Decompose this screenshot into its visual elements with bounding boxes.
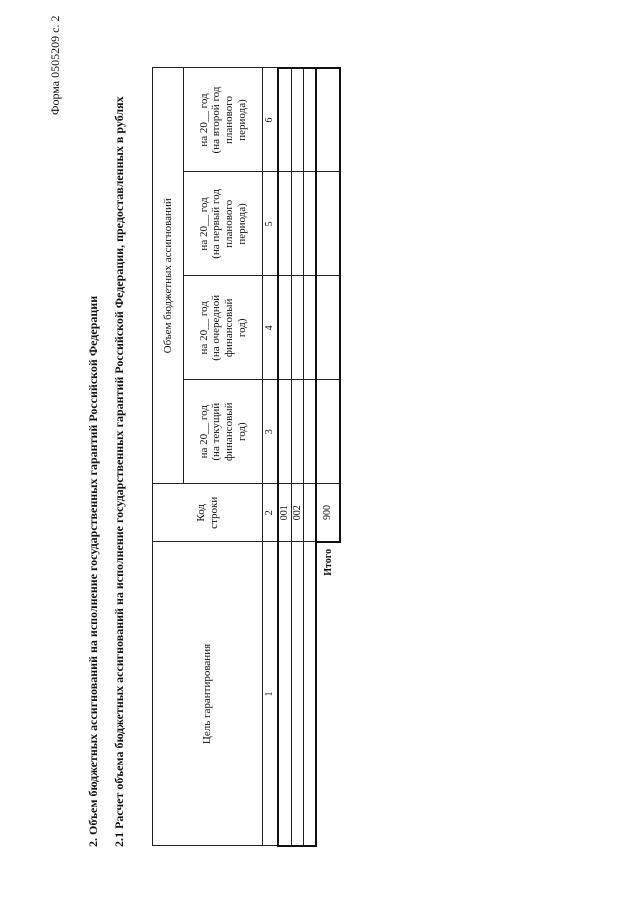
total-value-cell[interactable] [316,276,340,380]
row-code [304,484,317,542]
table-row [291,68,304,846]
col-number-6: 6 [263,68,279,172]
total-value-cell[interactable] [316,68,340,172]
column-numbers-row [263,68,279,846]
value-cell[interactable] [278,276,291,380]
value-cell[interactable] [304,68,317,172]
value-cell[interactable] [278,380,291,484]
header-current-year: на 20__ год (на текущий финансовый год) [184,380,263,484]
total-label: Итого [322,548,334,576]
col-number-3: 3 [263,380,279,484]
col-number-5: 5 [263,172,279,276]
header-code: Код строки [153,484,263,542]
table-row [304,68,317,846]
col-number-2: 2 [263,484,279,542]
row-code: 001 [278,484,291,542]
header-goal: Цель гарантирования [153,542,263,846]
header-next-year: на 20__ год (на очередной финансовый год) [184,276,263,380]
col-number-4: 4 [263,276,279,380]
col-number-1: 1 [263,542,279,846]
header-allocations-group: Объем бюджетных ассигнований [153,68,184,484]
value-cell[interactable] [291,380,304,484]
total-code: 900 [316,484,340,542]
header-plan-year-2: на 20__ год (на второй год планового периода) [184,68,263,172]
value-cell[interactable] [304,172,317,276]
total-row [316,68,340,846]
row-code: 002 [291,484,304,542]
form-reference: Форма 0505209 с. 2 [48,15,62,115]
goal-cell[interactable] [304,542,317,846]
value-cell[interactable] [278,172,291,276]
allocations-table [152,67,341,847]
header-plan-year-1: на 20__ год (на первый год планового периода) [184,172,263,276]
goal-cell[interactable] [278,542,291,846]
header-row-group [153,68,184,846]
value-cell[interactable] [304,276,317,380]
value-cell[interactable] [304,380,317,484]
value-cell[interactable] [278,68,291,172]
value-cell[interactable] [291,172,304,276]
section-title: 2. Объем бюджетных ассигнований на исполнение государственных гарантий Российской Федерации [86,295,100,847]
total-value-cell[interactable] [316,380,340,484]
value-cell[interactable] [291,276,304,380]
goal-cell[interactable] [291,542,304,846]
total-value-cell[interactable] [316,172,340,276]
value-cell[interactable] [291,68,304,172]
table-row [278,68,291,846]
subsection-title: 2.1 Расчет объема бюджетных ассигнований на исполнение государственных гарантий Российской Федерации, предоставленных в рублях [112,96,126,847]
